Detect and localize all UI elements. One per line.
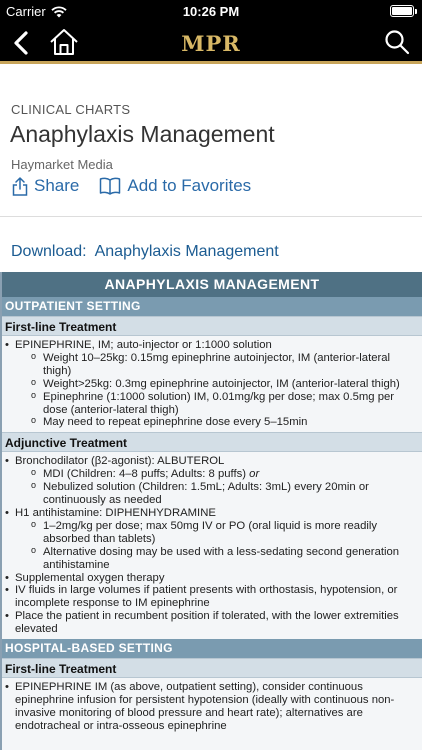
article-actions bbox=[12, 176, 251, 196]
share-button[interactable] bbox=[12, 176, 79, 196]
hospital-first-line-block bbox=[2, 678, 422, 736]
share-label: Share bbox=[34, 176, 80, 195]
add-to-favorites-button[interactable] bbox=[99, 176, 251, 196]
subsection-heading-first-line: First-line Treatment bbox=[2, 316, 422, 336]
list-subitem bbox=[5, 468, 416, 481]
adjunctive-block bbox=[2, 452, 422, 639]
list-subitem: o 1–2mg/kg per dose; max 50mg IV or PO (oral liquid is more readily absorbed than tablets) bbox=[5, 520, 416, 546]
nav-bar bbox=[0, 22, 422, 64]
list-item: • IV fluids in large volumes if patient presents with orthostasis, hypotension, or incomplete response to IM epinephrine bbox=[5, 584, 416, 610]
app-logo-title: MPR bbox=[181, 31, 241, 56]
status-time: 10:26 PM bbox=[182, 4, 240, 19]
search-button[interactable] bbox=[384, 29, 410, 55]
or-text: or bbox=[249, 468, 260, 481]
download-label: Download: bbox=[11, 243, 87, 260]
share-icon bbox=[12, 177, 28, 196]
download-link[interactable]: Anaphylaxis Management bbox=[94, 243, 279, 260]
download-row bbox=[11, 243, 279, 261]
article-title: Anaphylaxis Management bbox=[10, 121, 275, 147]
outpatient-first-line-block bbox=[2, 336, 422, 432]
list-subitem: o Epinephrine (1:1000 solution) IM, 0.01mg/kg per dose; max 0.5mg per dose (anterior-lateral thigh) bbox=[5, 391, 416, 417]
list-item: • Bronchodilator (β2-agonist): ALBUTEROL bbox=[5, 455, 416, 468]
subsection-heading-hospital-first-line: First-line Treatment bbox=[2, 658, 422, 678]
list-subitem: o Nebulized solution (Children: 1.5mL; Adults: 3mL) every 20min or continuously as needed bbox=[5, 481, 416, 507]
book-icon bbox=[99, 177, 121, 195]
subsection-heading-adjunctive: Adjunctive Treatment bbox=[2, 432, 422, 452]
list-item: • Place the patient in recumbent position if tolerated, with the lower extremities elevated bbox=[5, 610, 416, 636]
section-heading-outpatient: OUTPATIENT SETTING bbox=[2, 297, 422, 316]
article-publisher: Haymarket Media bbox=[11, 157, 113, 172]
divider bbox=[0, 216, 422, 217]
article-category: CLINICAL CHARTS bbox=[11, 102, 131, 117]
list-item: • EPINEPHRINE, IM; auto-injector or 1:1000 solution bbox=[5, 339, 416, 352]
list-subitem: o May need to repeat epinephrine dose every 5–15min bbox=[5, 416, 416, 429]
list-item: • H1 antihistamine: DIPHENHYDRAMINE bbox=[5, 507, 416, 520]
clinical-chart-document bbox=[0, 272, 422, 750]
search-icon bbox=[387, 32, 409, 54]
battery-icon bbox=[390, 5, 414, 17]
carrier-label: Carrier bbox=[6, 4, 46, 19]
status-bar bbox=[0, 0, 422, 22]
favorites-label: Add to Favorites bbox=[127, 176, 252, 195]
section-heading-hospital: HOSPITAL-BASED SETTING bbox=[2, 639, 422, 658]
list-subitem: o Alternative dosing may be used with a less-sedating second generation antihistamine bbox=[5, 546, 416, 572]
list-subitem: o Weight 10–25kg: 0.15mg epinephrine autoinjector, IM (anterior-lateral thigh) bbox=[5, 352, 416, 378]
list-item: • Supplemental oxygen therapy bbox=[5, 572, 416, 585]
mdi-dosing: MDI (Children: 4–8 puffs; Adults: 8 puffs) bbox=[43, 468, 247, 481]
list-item: • EPINEPHRINE IM (as above, outpatient setting), consider continuous epinephrine infusion for persistent hypotension (ideally with continuous non-invasive monitoring of blood pressure and heart rate); alternatives are endotracheal or intra-osseous epinephrine bbox=[5, 681, 416, 733]
list-subitem: o Weight>25kg: 0.3mg epinephrine autoinjector, IM (anterior-lateral thigh) bbox=[5, 378, 416, 391]
chart-title: ANAPHYLAXIS MANAGEMENT bbox=[2, 272, 422, 297]
